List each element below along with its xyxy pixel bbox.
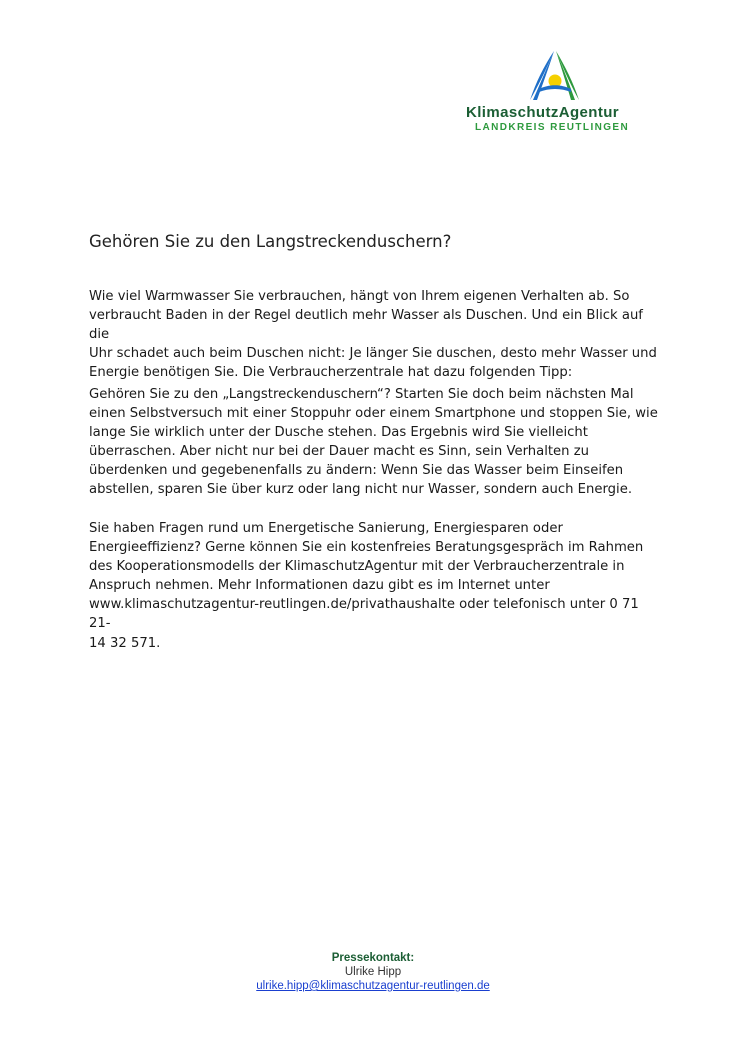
paragraph-intro: Wie viel Warmwasser Sie verbrauchen, hängt von Ihrem eigenen Verhalten ab. So verbraucht Baden in der Regel deutlich mehr Wasser als Duschen. Und ein Blick auf die Uhr schadet auch beim Duschen nicht: Je länger Sie duschen, desto mehr Wasser und Energie benötigen Sie. Die Verbraucherzentrale hat dazu folgenden Tipp:	[89, 289, 657, 381]
press-contact-email-link[interactable]: ulrike.hipp@klimaschutzagentur-reutlingen.de	[256, 980, 490, 992]
press-contact-label: Pressekontakt:	[331, 952, 415, 964]
press-contact	[0, 951, 746, 993]
article-title: Gehören Sie zu den Langstreckenduschern?	[89, 232, 452, 251]
company-logo	[466, 48, 656, 138]
logo-subtitle: LANDKREIS REUTLINGEN	[475, 122, 630, 133]
paragraph-tip: Gehören Sie zu den „Langstreckenduschern“? Starten Sie doch beim nächsten Mal einen Selbstversuch mit einer Stoppuhr oder einem Smartphone und stoppen Sie, wie lange Sie wirklich unter der Dusche stehen. Das Ergebnis wird Sie vielleicht überraschen. Aber nicht nur bei der Dauer macht es Sinn, sein Verhalten zu überdenken und gegebenenfalls zu ändern: Wenn Sie das Wasser beim Einseifen abstellen, sparen Sie über kurz oder lang nicht nur Wasser, sondern auch Energie.	[89, 387, 658, 498]
paragraph-contact-info: Sie haben Fragen rund um Energetische Sanierung, Energiesparen oder Energieeffizienz? Gerne können Sie ein kostenfreies Beratungsgespräch im Rahmen des Kooperationsmodells der KlimaschutzAgentur mit der Verbraucherzentrale in Anspruch nehmen. Mehr Informationen dazu gibt es im Internet unter www.klimaschutzagentur-reutlingen.de/privathaushalte oder telefonisch unter 0 71 21- 14 32 571.	[89, 521, 644, 651]
press-contact-name: Ulrike Hipp	[344, 966, 402, 978]
climate-agency-triangle-logo-icon	[527, 48, 585, 102]
logo-name: KlimaschutzAgentur	[466, 104, 620, 121]
